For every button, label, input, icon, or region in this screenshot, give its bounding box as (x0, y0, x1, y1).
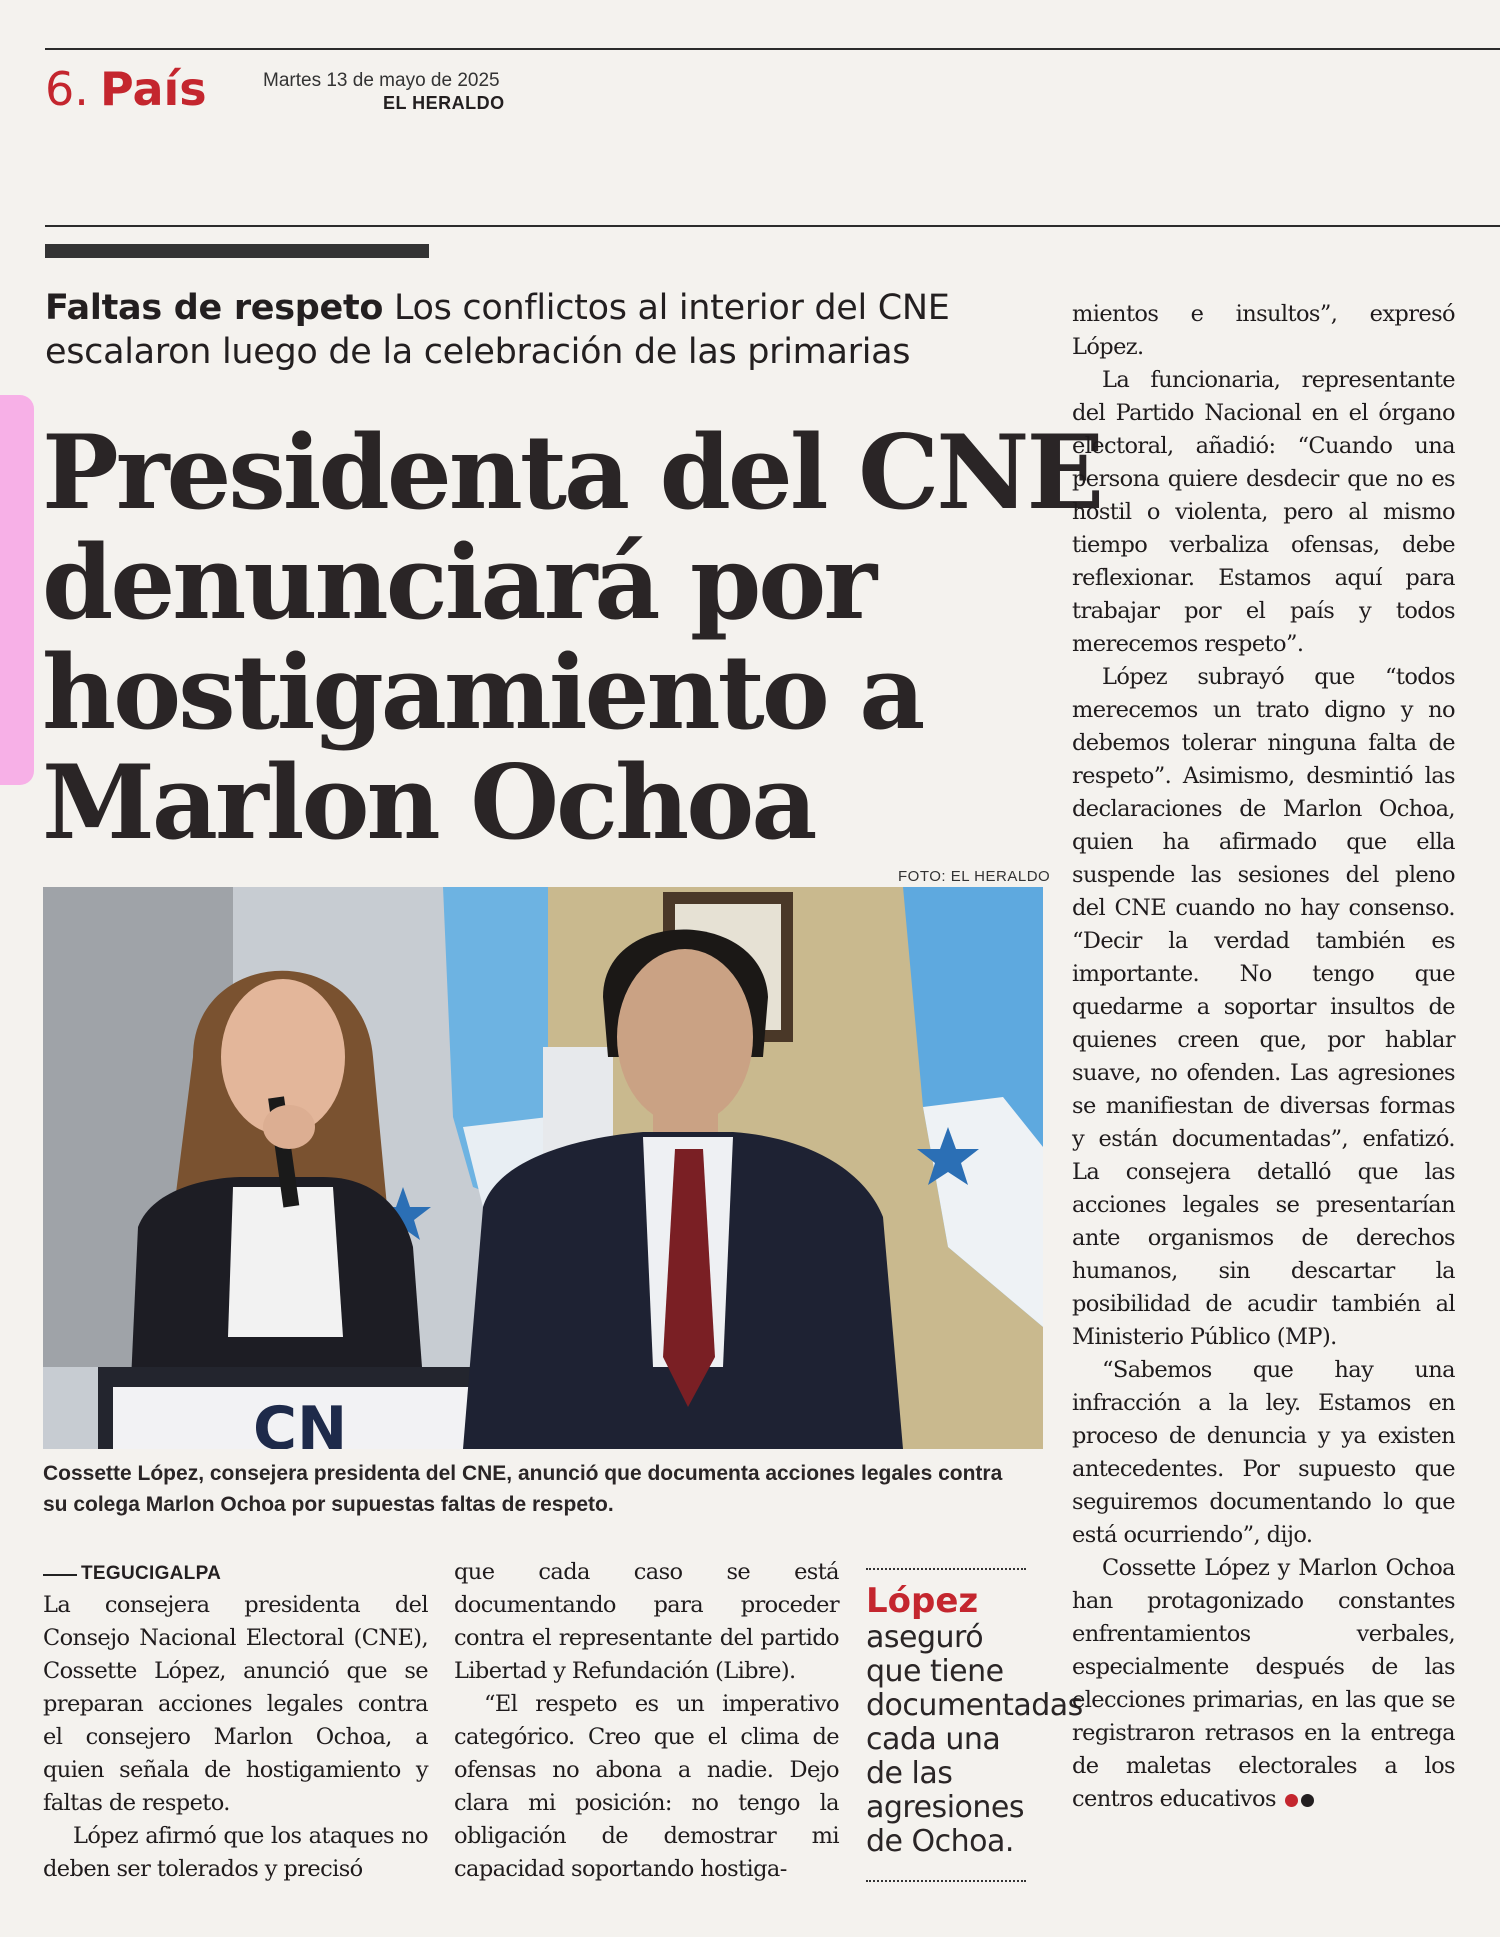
photo-caption: Cossette López, consejera presidenta del CNE, anunció que documenta acciones legales contra su colega Marlon Ochoa por supuestas faltas de respeto. (43, 1462, 1003, 1516)
kicker-bold: Faltas de respeto (45, 288, 384, 328)
closing-text: Cossette López y Marlon Ochoa han protagonizado constantes enfrentamientos verbales, especialmente después de las elecciones primarias, en las que se registraron retrasos en la entrega de maletas electorales a los centros educativos (1072, 1555, 1455, 1812)
header-rule (45, 225, 1500, 227)
section-title: País (100, 62, 207, 116)
photo-illustration (43, 887, 1043, 1449)
pullquote-rule-top (866, 1568, 1026, 1570)
kicker-text: Los conflictos al interior del CNE escalaron luego de la celebración de las primarias (45, 288, 950, 372)
paragraph: López afirmó que los ataques no deben ser tolerados y precisó (43, 1823, 428, 1882)
paragraph: López subrayó que “todos merecemos un trato digno y no debemos tolerar ninguna falta de respeto”. Asimismo, desmintió las declaraciones de Marlon Ochoa, quien ha afirmado que ella suspende las sesiones del pleno del CNE cuando no hay consenso. “Decir la verdad también es importante. No tengo que quedarme a soportar insultos de quienes creen que, por hablar suave, no ofenden. Las agresiones se manifiestan de diversas formas y están documentadas”, enfatizó. La consejera detalló que las acciones legales se presentarían ante organismos de derechos humanos, sin descartar la posibilidad de acudir también al Ministerio Público (MP). (1072, 664, 1455, 1350)
page-number: 6. (45, 62, 89, 116)
dateline-city: TEGUCIGALPA (81, 1563, 222, 1584)
article-photo (43, 887, 1043, 1449)
paragraph: que cada caso se está documentando para proceder contra el representante del partido Libertad y Refundación (Libre). (454, 1559, 839, 1684)
headline-line: Presidenta del CNE (42, 413, 1102, 533)
column-1 (43, 1589, 428, 1886)
top-rule (45, 48, 1500, 50)
svg-text:CN: CN (253, 1394, 348, 1449)
pullquote (866, 1581, 1083, 1859)
headline-line: Marlon Ochoa (42, 743, 815, 863)
pullquote-text: aseguró que tiene documentadas cada una de las agresiones de Ochoa. (866, 1620, 1083, 1859)
headline-line: denunciará por (42, 523, 875, 643)
issue-date: Martes 13 de mayo de 2025 (263, 70, 500, 91)
paragraph: mientos e insultos”, expresó López. (1072, 301, 1455, 360)
photo-credit: FOTO: EL HERALDO (898, 868, 1051, 885)
end-mark-black-dot (1301, 1794, 1314, 1807)
pullquote-rule-bottom (866, 1880, 1026, 1882)
headline (42, 413, 1102, 863)
newspaper-name: EL HERALDO (383, 93, 505, 113)
headline-line: hostigamiento a (42, 633, 923, 753)
column-4 (1072, 298, 1455, 1816)
pullquote-name: López (866, 1581, 979, 1621)
kicker (45, 286, 1015, 374)
paragraph (1072, 1552, 1455, 1816)
dateline (43, 1563, 221, 1585)
highlighter-mark (0, 395, 34, 785)
kicker-bar (45, 244, 429, 258)
paragraph: “Sabemos que hay una infracción a la ley. Estamos en proceso de denuncia y ya existen antecedentes. Por supuesto que seguiremos documentando lo que está ocurriendo”, dijo. (1072, 1357, 1455, 1548)
end-mark-red-dot (1285, 1794, 1298, 1807)
paragraph: La funcionaria, representante del Partido Nacional en el órgano electoral, añadió: “Cuando una persona quiere desdecir que no es hostil o violenta, pero al mismo tiempo verbaliza ofensas, debe reflexionar. Estamos aquí para trabajar por el país y todos merecemos respeto”. (1072, 367, 1455, 657)
paragraph: La consejera presidenta del Consejo Nacional Electoral (CNE), Cossette López, anunció que se preparan acciones legales contra el consejero Marlon Ochoa, a quien señala de hostigamiento y faltas de respeto. (43, 1592, 428, 1816)
paragraph: “El respeto es un imperativo categórico. Creo que el clima de ofensas no abona a nadie. Dejo clara mi posición: no tengo la obligación de demostrar mi capacidad soportando hostiga- (454, 1691, 839, 1882)
column-2 (454, 1556, 839, 1886)
